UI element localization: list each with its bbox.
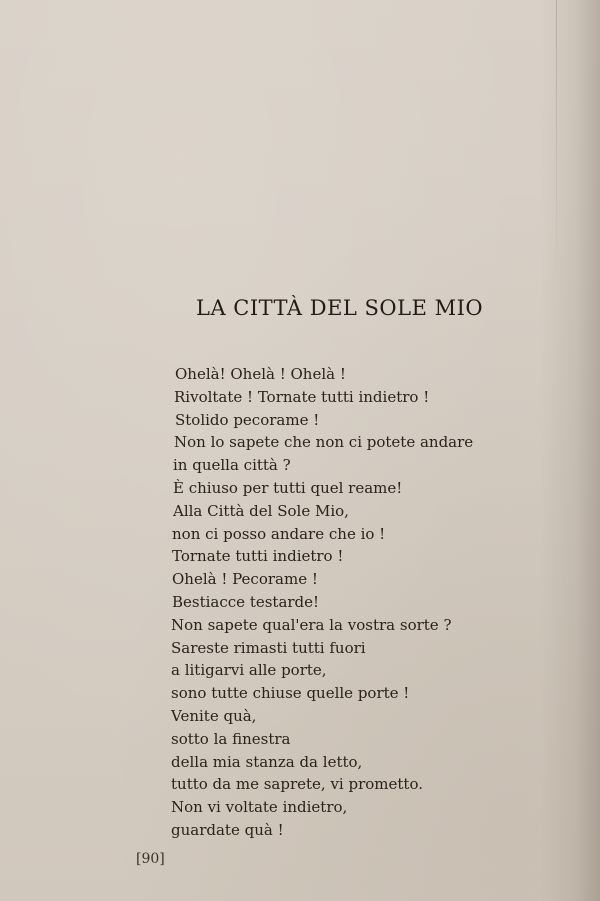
- poem-line: Bestiacce testarde!: [172, 592, 320, 611]
- poem-title: LA CITTÀ DEL SOLE MIO: [196, 296, 484, 320]
- poem-line: Ohelà! Ohelà ! Ohelà !: [175, 365, 346, 383]
- poem-line: della mia stanza da letto,: [171, 752, 363, 771]
- poem-line: Rivoltate ! Tornate tutti indietro !: [174, 387, 430, 406]
- poem-line: Non sapete qual'era la vostra sorte ?: [171, 615, 452, 634]
- poem-body: [171, 363, 473, 842]
- poem-line: Non vi voltate indietro,: [171, 798, 348, 817]
- poem-line: Ohelà ! Pecorame !: [172, 570, 318, 589]
- poem-line: Stolido pecorame !: [175, 410, 320, 429]
- poem-line: Alla Città del Sole Mio,: [173, 501, 349, 520]
- page-number: [90]: [136, 851, 165, 867]
- page-edge-shadow: [540, 0, 600, 901]
- poem-line: guardate quà !: [171, 820, 284, 839]
- poem-line: Sareste rimasti tutti fuori: [171, 638, 366, 657]
- poem-line: È chiuso per tutti quel reame!: [173, 478, 403, 497]
- poem-line: sono tutte chiuse quelle porte !: [171, 684, 410, 703]
- poem-line: sotto la finestra: [171, 729, 291, 748]
- poem-line: Tornate tutti indietro !: [172, 547, 344, 566]
- poem-line: non ci posso andare che io !: [172, 524, 386, 543]
- poem-line: Venite quà,: [171, 706, 257, 725]
- paper-crease: [556, 0, 557, 290]
- poem-line: in quella città ?: [173, 456, 291, 475]
- poem-line: a litigarvi alle porte,: [171, 661, 327, 680]
- poem-line: tutto da me saprete, vi prometto.: [171, 775, 423, 794]
- poem-line: Non lo sapete che non ci potete andare: [174, 433, 474, 452]
